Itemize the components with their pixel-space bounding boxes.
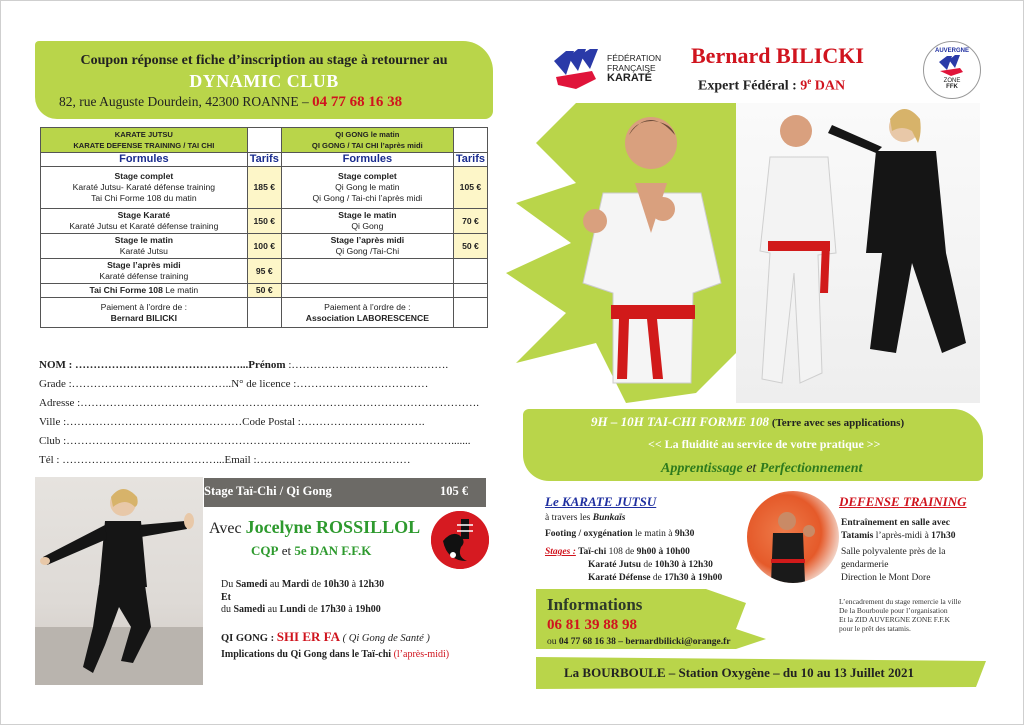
taichi-emblem — [431, 511, 489, 569]
formules-header-right: Formules — [281, 153, 453, 167]
tarifs-header-left: Tarifs — [247, 153, 281, 167]
price-cell: 50 € — [247, 284, 281, 298]
teacher-line: Avec Jocelyne ROSSILLOL — [209, 517, 421, 537]
club-phone: 04 77 68 16 38 — [312, 94, 403, 110]
defense-training-line-1: Entraînement en salle avec — [841, 518, 950, 528]
info-phone[interactable]: 06 81 39 88 98 — [547, 617, 637, 633]
jocelyne-photo — [35, 477, 203, 685]
price-cell: 105 € — [453, 167, 487, 209]
defense-training-line-5: Direction le Mont Dore — [841, 573, 931, 583]
info-contact-alt[interactable]: ou 04 77 68 16 38 – bernardbilicki@orange.fr — [547, 637, 731, 647]
karate-jutsu-stages-3: Karaté Défense de 17h30 à 19h00 — [588, 573, 723, 583]
ffk-text: FÉDÉRATION FRANÇAISE KARATÉ — [607, 53, 662, 84]
formules-header-left: Formules — [41, 153, 248, 167]
schedule-line-2: Et — [221, 592, 231, 603]
thanks-note: L’encadrement du stage remercie la ville De la Bourboule pour l’organisation Et la ZID AUVERGNE ZONE F.F.K pour le prêt des tatamis. — [839, 597, 961, 633]
teacher-name: Jocelyne ROSSILLOL — [245, 517, 421, 537]
taichi-slogan: << La fluidité au service de votre pratique >> — [648, 437, 881, 451]
karate-jutsu-stages-2: Karaté Jutsu de 10h30 à 12h30 — [588, 560, 713, 570]
table-row: Stage l’après midi Karaté défense training 95 € — [41, 259, 488, 284]
taichi-subtitle: Apprentissage et Perfectionnement — [661, 461, 863, 476]
form-line-nom[interactable]: NOM : ………………………………………...Prénom :……………………………………. — [39, 359, 449, 371]
defense-training-line-2: Tatamis l’après-midi à 17h30 — [841, 531, 956, 541]
auvergne-zone-logo: AUVERGNE ZONE FFK — [923, 41, 981, 99]
event-location-bar — [536, 661, 986, 687]
defense-training-line-4: gendarmerie — [841, 560, 889, 570]
form-line-grade[interactable]: Grade :……………………………………..N° de licence :……………………………… — [39, 378, 429, 390]
teacher-qualification: CQP et 5e DAN F.F.K — [251, 543, 372, 558]
payment-row: Paiement à l’ordre de : Bernard BILICKI Paiement à l’ordre de : Association LABORESCENCE — [41, 298, 488, 328]
table-row: Stage Karaté Karaté Jutsu et Karaté défense training 150 € Stage le matin Qi Gong 70 € — [41, 209, 488, 234]
defense-training-line-3: Salle polyvalente près de la — [841, 547, 946, 557]
table-row: Stage complet Karaté Jutsu- Karaté défense training Tai Chi Forme 108 du matin 185 € Stage complet Qi Gong le matin Qi Gong / Tai-chi l’après midi 105 € — [41, 167, 488, 209]
coupon-title: Coupon réponse et fiche d’inscription au stage à retourner au — [80, 53, 448, 68]
table-header-left: KARATE JUTSU KARATE DEFENSE TRAINING / TAI CHI — [41, 128, 248, 153]
form-line-ville[interactable]: Ville :…………………………………………Code Postal :……………………………. — [39, 416, 425, 428]
price-cell: 100 € — [247, 234, 281, 259]
karate-jutsu-stages-1: Stages : Taï-chi 108 de 9h00 à 10h00 — [545, 547, 690, 557]
ffk-logo — [550, 47, 602, 91]
expert-grade: Expert Fédéral : 9e DAN — [698, 76, 846, 94]
club-address — [59, 94, 402, 111]
price-cell: 50 € — [453, 234, 487, 259]
address-text: 82, rue Auguste Dourdein, 42300 ROANNE – — [59, 94, 313, 109]
tarifs-table — [40, 127, 488, 328]
schedule-line-1: Du Samedi au Mardi de 10h30 à 12h30 — [221, 579, 385, 590]
form-line-tel[interactable]: Tél : ……………………………………...Email :…………………………………… — [39, 454, 411, 466]
karate-jutsu-line-2: Footing / oxygénation le matin à 9h30 — [545, 529, 695, 539]
club-name: DYNAMIC CLUB — [189, 71, 339, 91]
event-location: La BOURBOULE – Station Oxygène – du 10 au 13 Juillet 2021 — [564, 665, 914, 680]
defense-training-title: DEFENSE TRAINING — [839, 494, 967, 509]
price-cell: 150 € — [247, 209, 281, 234]
stage-taichi-bar — [204, 478, 486, 507]
table-row: Stage le matin Karaté Jutsu 100 € Stage l’après midi Qi Gong /Tai-Chi 50 € — [41, 234, 488, 259]
info-title: Informations — [547, 595, 643, 614]
price-cell: 185 € — [247, 167, 281, 209]
price-cell: 70 € — [453, 209, 487, 234]
karate-jutsu-title: Le KARATE JUTSU — [545, 494, 657, 509]
couple-photo — [736, 103, 980, 403]
bernard-photo — [573, 103, 733, 401]
taichi-schedule: 9H – 10H TAI-CHI FORME 108 (Terre avec ses applications) — [591, 414, 905, 429]
implications-line: Implications du Qi Gong dans le Taï-chi (l’après-midi) — [221, 649, 450, 660]
defense-training-photo — [747, 491, 839, 583]
tarifs-header-right: Tarifs — [453, 153, 487, 167]
stage-label: Stage Taï-Chi / Qi Gong — [204, 484, 332, 498]
schedule-line-3: du Samedi au Lundi de 17h30 à 19h00 — [221, 604, 381, 615]
form-line-adresse[interactable]: Adresse :………………………………………………………………………………………………. — [39, 397, 479, 409]
karate-jutsu-line-1: à travers les Bunkaïs — [545, 513, 626, 523]
form-line-club[interactable]: Club :……………………………………………………………………………………………....... — [39, 435, 471, 447]
expert-name: Bernard BILICKI — [691, 43, 864, 68]
stage-price: 105 € — [440, 484, 469, 498]
qigong-line: QI GONG : SHI ER FA ( Qi Gong de Santé ) — [221, 629, 430, 644]
table-header-right: QI GONG le matin QI GONG / TAI CHI l’après midi — [281, 128, 453, 153]
table-row: Tai Chi Forme 108 Le matin 50 € — [41, 284, 488, 298]
price-cell: 95 € — [247, 259, 281, 284]
